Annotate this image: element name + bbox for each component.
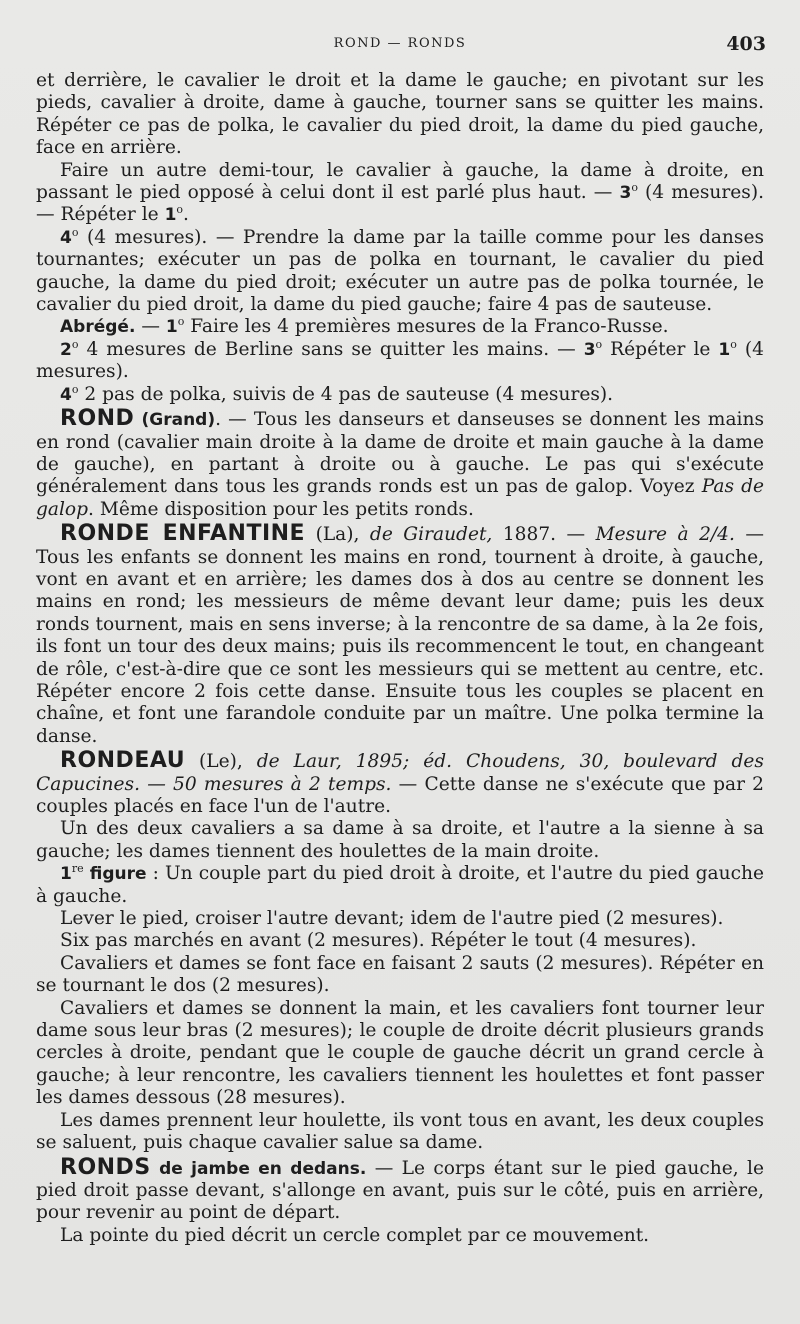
abrege-label: Abrégé. bbox=[60, 317, 136, 338]
entry-text: — Le corps étant sur le pied gauche, le pied droit passe devant, s'allonge en avant, puis sur le côté, puis en arrière, pour revenir au point de départ. bbox=[36, 1157, 764, 1224]
entry-year: 1887. — bbox=[502, 524, 586, 546]
paragraph bbox=[36, 818, 764, 863]
paragraph: 2$^o$ 4 mesures de Berline sans se quitter les mains. — 3$^o$ Répéter le 1$^o$ (4 mesures). bbox=[36, 337, 764, 383]
paragraph: 4$^o$ (4 mesures). — Prendre la dame par la taille comme pour les danses tournantes; exécuter un pas de polka en tournant, le cavalier du pied gauche, la dame du pied droit; exécuter un autre pas de polka tournée, le cavalier du pied droit, la dame du pied gauche; faire 4 pas de sauteuse. bbox=[36, 225, 764, 316]
entry-source: de Laur, 1895; éd. Choudens, 30, boulevard des Capucines. — 50 mesures à 2 temps. bbox=[36, 751, 764, 795]
step-number: 2 bbox=[60, 339, 72, 360]
figure-paragraph bbox=[36, 863, 764, 908]
punctuation: . bbox=[183, 204, 189, 226]
entry-ronds bbox=[36, 1154, 764, 1225]
paragraph-text: Les dames prennent leur houlette, ils vont tous en avant, les deux couples se saluent, puis chaque cavalier salue sa dame. bbox=[36, 1109, 764, 1154]
entry-qualifier: de jambe en dedans. bbox=[159, 1158, 367, 1179]
paragraph-text: Répéter le bbox=[610, 338, 711, 360]
paragraph bbox=[36, 1110, 764, 1155]
step-reference: 1 bbox=[164, 205, 177, 226]
paragraph bbox=[36, 953, 764, 998]
paragraph-text: Faire un autre demi-tour, le cavalier à gauche, la dame à droite, en passant le pied opposé à celui dont il est parlé plus haut. — bbox=[36, 159, 764, 204]
step-number: 4 bbox=[60, 384, 72, 405]
entry-headword: ROND bbox=[60, 406, 135, 432]
cross-reference: Pas de galop bbox=[36, 476, 764, 520]
entry-text: — Tous les enfants se donnent les mains en rond, tournent à droite, à gauche, vont en avant et en arrière; les dames dos à dos au centre se donnent les mains en rond; les messieurs de même devant leur dame; puis les deux ronds tournent, mais en sens inverse; à la rencontre de sa dame, à la 2e fois, ils font un tour des deux mains; puis ils recommencent le tout, en changeant de rôle, c'est-à-dire que ce sont les messieurs qui se mettent au centre, etc. Répéter encore 2 fois cette danse. Ensuite tous les couples se placent en chaîne, et font une farandole conduite par un maître. Une polka termine la danse. bbox=[36, 524, 765, 747]
step-number: 4 bbox=[60, 227, 72, 248]
figure-number: 1 bbox=[60, 864, 72, 885]
paragraph-text: (4 mesures). — Prendre la dame par la taille comme pour les danses tournantes; exécuter un pas de polka en tournant, le cavalier du pied gauche, la dame du pied droit; exécuter un autre pas de polka tournée, le cavalier du pied droit, la dame du pied gauche; faire 4 pas de sauteuse. bbox=[36, 226, 764, 316]
step-number: 3 bbox=[583, 339, 596, 360]
entry-text: . — Tous les danseurs et danseuses se donnent les mains en rond (cavalier main droite à la dame de droite et main gauche à la dame de gauche), en partant à droite ou à gauche. Le pas qui s'exécute généralement dans tous les grands ronds est un pas de galop. Voyez bbox=[36, 409, 764, 498]
dash: — bbox=[141, 316, 160, 338]
paragraph bbox=[36, 998, 764, 1110]
running-head bbox=[0, 33, 800, 58]
step-reference: 1 bbox=[718, 339, 731, 360]
entry-rondeau bbox=[36, 750, 764, 818]
paragraph-text: Lever le pied, croiser l'autre devant; idem de l'autre pied (2 mesures). bbox=[60, 908, 724, 930]
entry-rond bbox=[36, 408, 764, 521]
step-number: 1 bbox=[165, 317, 178, 338]
abrege-paragraph: Abrégé. — 1$^o$ Faire les 4 premières mesures de la Franco-Russe. bbox=[60, 315, 669, 338]
running-title: ROND — RONDS bbox=[333, 36, 467, 51]
body-text bbox=[36, 70, 764, 1247]
paragraph bbox=[36, 930, 764, 952]
paragraph-text: Cavaliers et dames se donnent la main, et les cavaliers font tourner leur dame sous leur bras (2 mesures); le couple de droite décrit plusieurs grands cercles à droite, pendant que le couple de gauche décrit un grand cercle à gauche; à leur rencontre, les cavaliers tiennent les houlettes et font passer les dames dessous (28 mesures). bbox=[36, 997, 764, 1109]
entry-ronde-enfantine bbox=[36, 523, 764, 748]
figure-ordinal: re bbox=[71, 862, 84, 876]
figure-label: figure bbox=[89, 864, 147, 885]
paragraph bbox=[36, 1225, 764, 1247]
paragraph bbox=[36, 908, 764, 930]
paragraph-text: 4 mesures de Berline sans se quitter les mains. — bbox=[86, 338, 576, 360]
paragraph-text: (4 mesures). — Répéter le bbox=[36, 182, 764, 226]
page-number: 403 bbox=[726, 33, 766, 55]
entry-headword: RONDS bbox=[60, 1154, 151, 1180]
paragraph: 4$^o$ 2 pas de polka, suivis de 4 pas de sauteuse (4 mesures). bbox=[60, 382, 614, 405]
paragraph-text: Six pas marchés en avant (2 mesures). Répéter le tout (4 mesures). bbox=[60, 930, 697, 952]
paragraph-text: et derrière, le cavalier le droit et la dame le gauche; en pivotant sur les pieds, cavalier à droite, dame à gauche, tourner sans se quitter les mains. Répéter ce pas de polka, le cavalier du pied droit, la dame du pied gauche, face en arrière. bbox=[36, 70, 764, 159]
paragraph-text: Un des deux cavaliers a sa dame à sa droite, et l'autre a la sienne à sa gauche; les dames tiennent des houlettes de la main droite. bbox=[36, 818, 764, 862]
paragraph bbox=[36, 70, 764, 160]
entry-article: (Le), bbox=[199, 751, 243, 773]
paragraph-text: : Un couple part du pied droit à droite, et l'autre du pied gauche à gauche. bbox=[36, 863, 764, 907]
paragraph-text: Faire les 4 premières mesures de la Franco-Russe. bbox=[190, 316, 669, 338]
paragraph-text: La pointe du pied décrit un cercle complet par ce mouvement. bbox=[60, 1224, 650, 1246]
entry-qualifier: (Grand) bbox=[141, 410, 216, 431]
entry-headword: RONDEAU bbox=[60, 748, 186, 774]
entry-author: de Giraudet, bbox=[369, 524, 493, 546]
paragraph: Faire un autre demi-tour, le cavalier à gauche, la dame à droite, en passant le pied opposé à celui dont il est parlé plus haut. — 3$^o$ (4 mesures). — Répéter le 1$^o$. bbox=[36, 159, 764, 226]
entry-headword: RONDE ENFANTINE bbox=[60, 521, 306, 547]
paragraph-text: (4 mesures). bbox=[36, 338, 764, 383]
entry-text: . Même disposition pour les petits ronds. bbox=[88, 498, 474, 520]
paragraph-text: Cavaliers et dames se font face en faisant 2 sauts (2 mesures). Répéter en se tournant le dos (2 mesures). bbox=[36, 952, 764, 997]
paragraph-text: 2 pas de polka, suivis de 4 pas de sauteuse (4 mesures). bbox=[84, 383, 614, 405]
step-number: 3 bbox=[619, 183, 632, 204]
entry-text: — Cette danse ne s'exécute que par 2 couples placés en face l'un de l'autre. bbox=[36, 773, 764, 817]
entry-article: (La), bbox=[315, 524, 360, 546]
entry-measure: Mesure à 2/4. bbox=[595, 524, 735, 546]
